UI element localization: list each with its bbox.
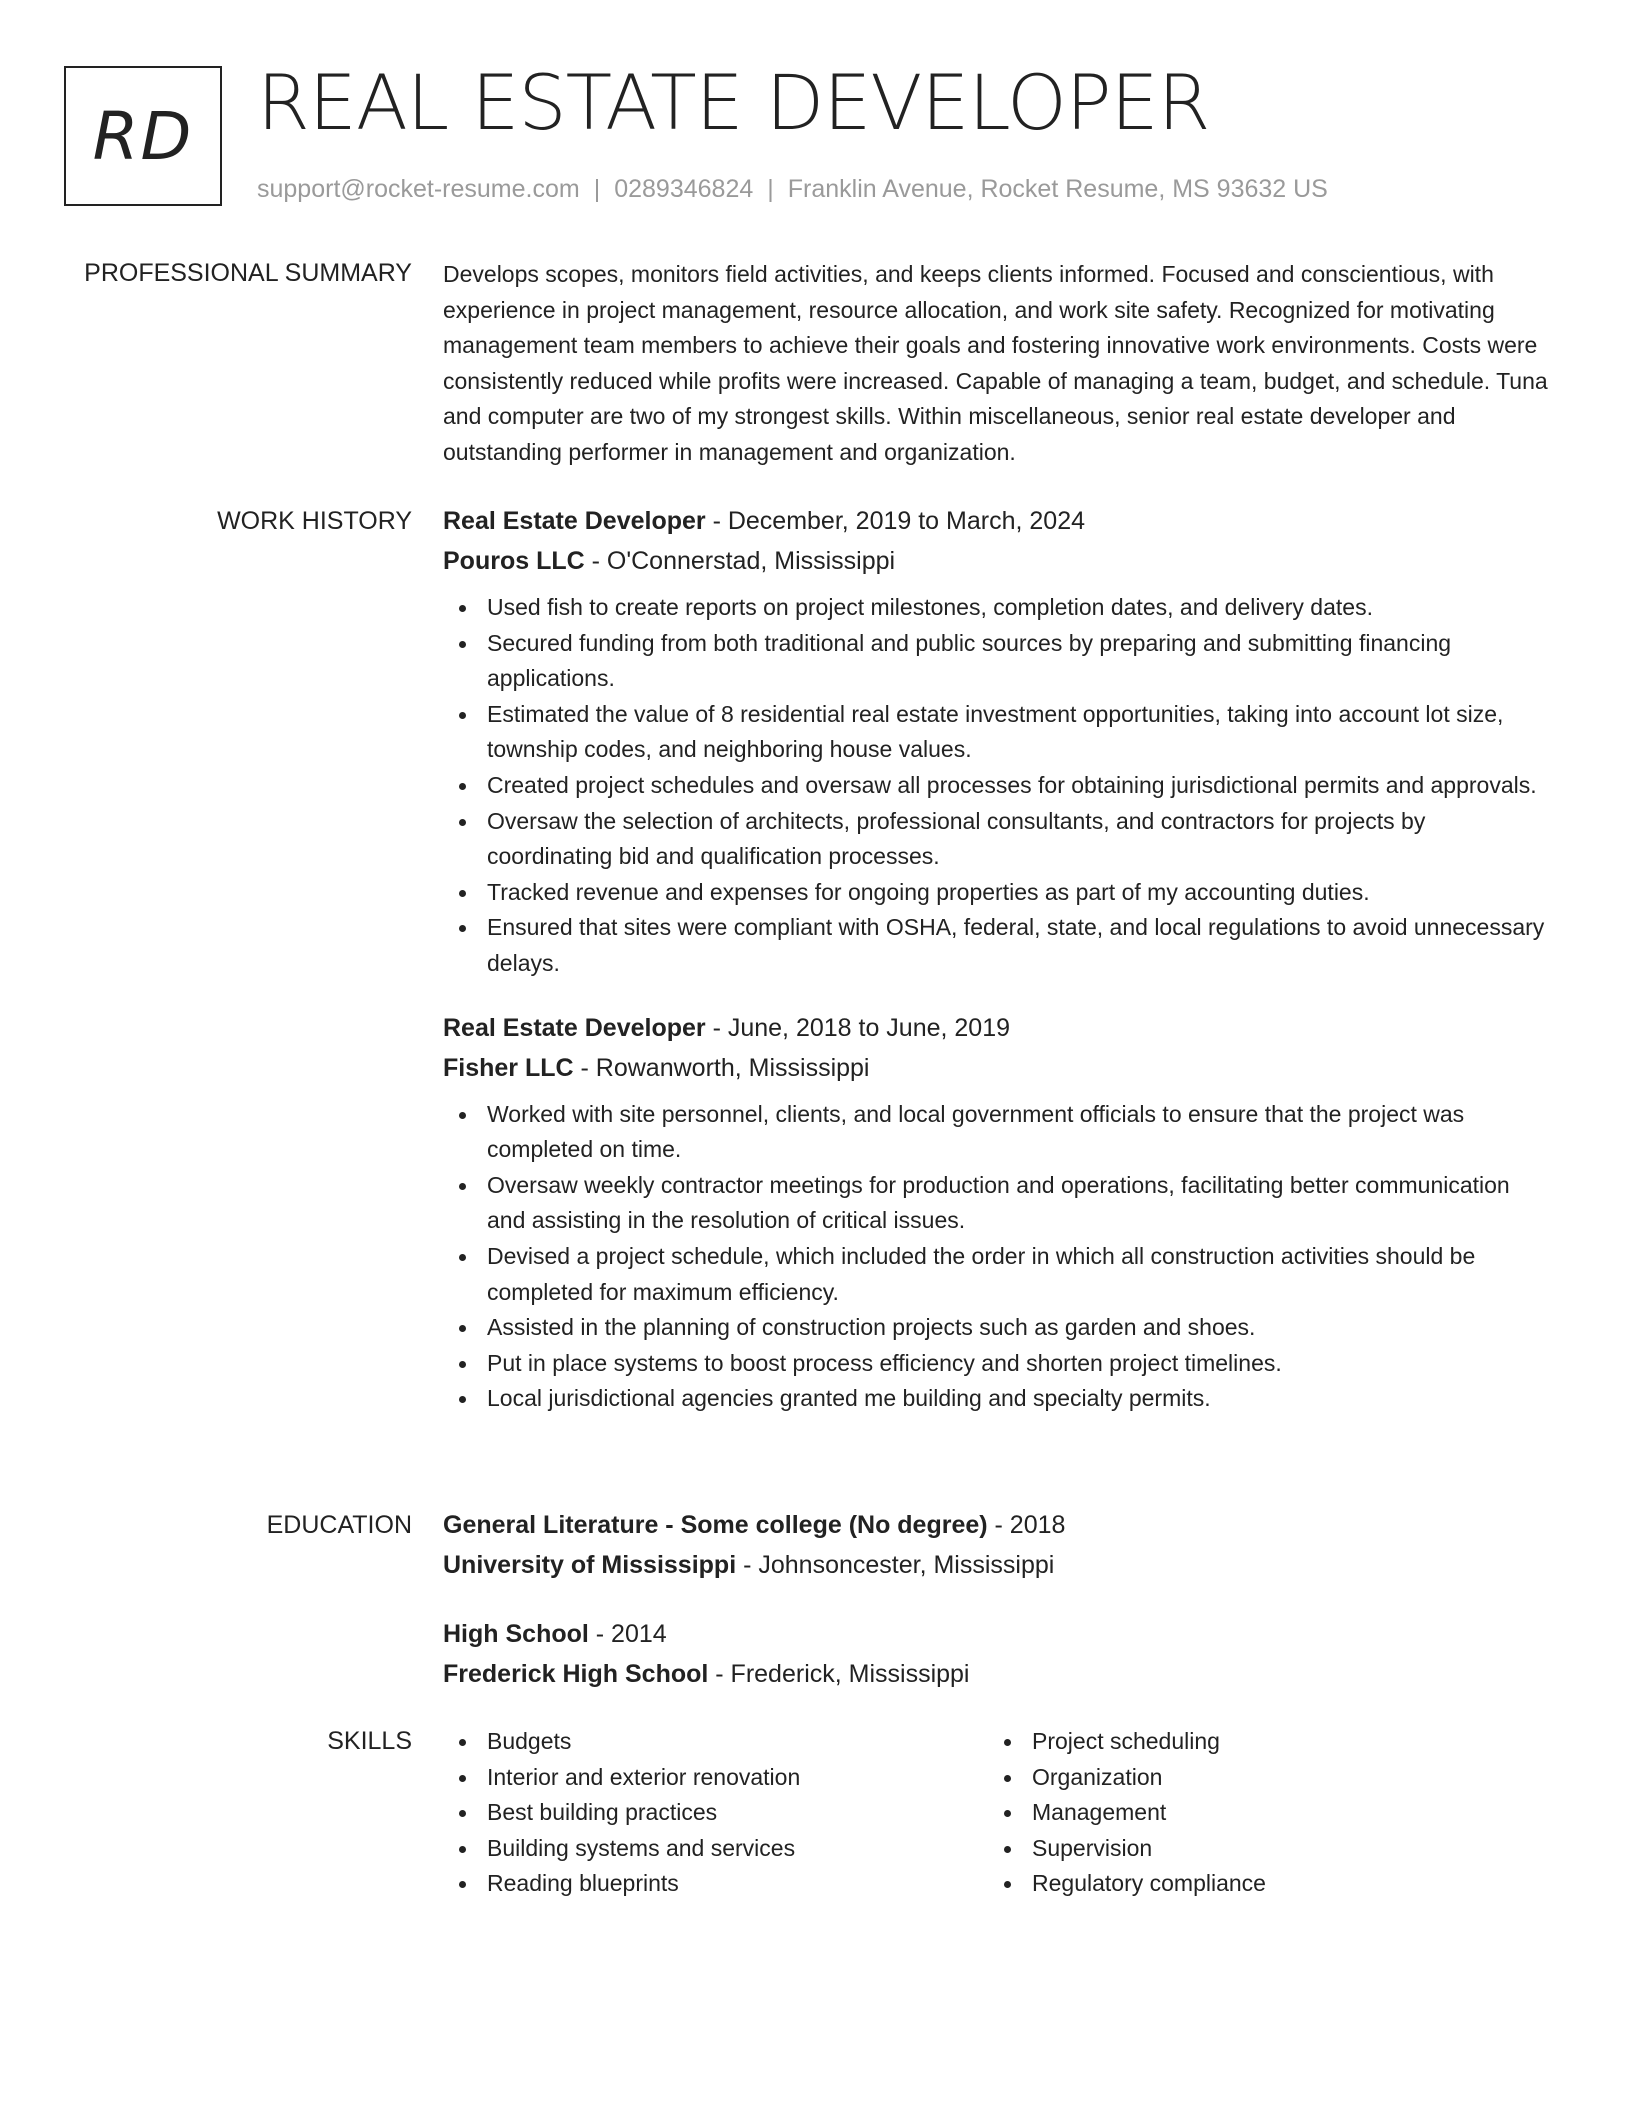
skills-heading: SKILLS: [327, 1727, 412, 1755]
list-item: Oversaw the selection of architects, professional consultants, and contractors for projects by coordinating bid and qualification processes.: [487, 804, 1553, 875]
education-entry: [443, 1614, 1553, 1694]
job-title-line: [443, 501, 1553, 541]
list-item: Created project schedules and oversaw all processes for obtaining jurisdictional permits and approvals.: [487, 768, 1553, 804]
degree-year: - 2018: [987, 1511, 1066, 1539]
contact-phone: 0289346824: [614, 175, 754, 203]
contact-separator: |: [767, 175, 774, 203]
list-item: Tracked revenue and expenses for ongoing properties as part of my accounting duties.: [487, 875, 1553, 911]
list-item: Secured funding from both traditional and public sources by preparing and submitting financing applications.: [487, 626, 1553, 697]
job-entry: [443, 501, 1553, 982]
job-company-line: [443, 541, 1553, 581]
skills-column-left: [443, 1724, 988, 1902]
job-dates: - December, 2019 to March, 2024: [705, 507, 1085, 535]
degree-line: [443, 1614, 1553, 1654]
monogram-initials: RD: [92, 97, 194, 175]
job-title: Real Estate Developer: [443, 507, 706, 535]
job-title: Real Estate Developer: [443, 1013, 706, 1042]
skills-list: [443, 1724, 988, 1902]
job-company: Pouros LLC: [443, 547, 585, 575]
summary-heading: PROFESSIONAL SUMMARY: [84, 259, 412, 287]
skill-item: Reading blueprints: [487, 1866, 988, 1902]
skill-item: Supervision: [1032, 1831, 1533, 1867]
skill-item: Best building practices: [487, 1795, 988, 1831]
list-item: Oversaw weekly contractor meetings for production and operations, facilitating better communication and assisting in the resolution of critical issues.: [487, 1168, 1553, 1239]
list-item: Put in place systems to boost process efficiency and shorten project timelines.: [487, 1346, 1553, 1382]
monogram-box: [64, 66, 222, 206]
skill-item: Regulatory compliance: [1032, 1866, 1533, 1902]
degree-name: General Literature - Some college (No degree): [443, 1511, 988, 1539]
skills-column-right: [988, 1724, 1533, 1902]
skill-item: Organization: [1032, 1760, 1533, 1796]
contact-email: support@rocket-resume.com: [257, 175, 580, 203]
job-entry: [443, 1008, 1553, 1417]
job-dates: - June, 2018 to June, 2019: [705, 1013, 1011, 1042]
skill-item: Interior and exterior renovation: [487, 1760, 988, 1796]
school-location: - Johnsoncester, Mississippi: [736, 1551, 1055, 1579]
resume-title: REAL ESTATE DEVELOPER: [257, 58, 1210, 147]
degree-name: High School: [443, 1620, 589, 1648]
skill-item: Project scheduling: [1032, 1724, 1533, 1760]
school-location: - Frederick, Mississippi: [708, 1660, 970, 1688]
job-company-line: [443, 1048, 1553, 1088]
school-line: [443, 1654, 1553, 1694]
contact-separator: |: [593, 175, 601, 203]
list-item: Devised a project schedule, which included the order in which all construction activities should be completed for maximum efficiency.: [487, 1239, 1553, 1310]
skill-item: Budgets: [487, 1724, 988, 1760]
skills-columns: [443, 1724, 1553, 1902]
contact-address: Franklin Avenue, Rocket Resume, MS 93632 US: [787, 175, 1328, 203]
education-heading: EDUCATION: [266, 1511, 412, 1539]
skills-list: [988, 1724, 1533, 1902]
job-company: Fisher LLC: [443, 1053, 574, 1082]
education-entry: [443, 1505, 1553, 1585]
degree-year: - 2014: [588, 1620, 667, 1648]
list-item: Local jurisdictional agencies granted me building and specialty permits.: [487, 1381, 1553, 1417]
work-history-heading: WORK HISTORY: [217, 507, 412, 535]
summary-text: Develops scopes, monitors field activities, and keeps clients informed. Focused and conscientious, with experience in project management, resource allocation, and work site safety. Recognized for motivating management team members to achieve their goals and fostering innovative work environments. Costs were consistently reduced while profits were increased. Capable of managing a team, budget, and schedule. Tuna and computer are two of my strongest skills. Within miscellaneous, senior real estate developer and outstanding performer in management and organization.: [443, 261, 1548, 465]
skill-item: Management: [1032, 1795, 1533, 1831]
list-item: Worked with site personnel, clients, and local government officials to ensure that the project was completed on time.: [487, 1097, 1553, 1168]
school-line: [443, 1545, 1553, 1585]
list-item: Estimated the value of 8 residential real estate investment opportunities, taking into account lot size, township codes, and neighboring house values.: [487, 697, 1553, 768]
list-item: Assisted in the planning of construction projects such as garden and shoes.: [487, 1310, 1553, 1346]
job-bullets: [443, 1097, 1553, 1417]
list-item: Ensured that sites were compliant with OSHA, federal, state, and local regulations to avoid unnecessary delays.: [487, 910, 1553, 981]
job-title-line: [443, 1008, 1553, 1048]
skill-item: Building systems and services: [487, 1831, 988, 1867]
job-location: - Rowanworth, Mississippi: [573, 1053, 870, 1082]
school-name: University of Mississippi: [443, 1551, 737, 1579]
list-item: Used fish to create reports on project milestones, completion dates, and delivery dates.: [487, 590, 1553, 626]
degree-line: [443, 1505, 1553, 1545]
job-bullets: [443, 590, 1553, 982]
school-name: Frederick High School: [443, 1660, 709, 1688]
job-location: - O'Connerstad, Mississippi: [584, 547, 896, 575]
contact-line: [257, 172, 1328, 206]
